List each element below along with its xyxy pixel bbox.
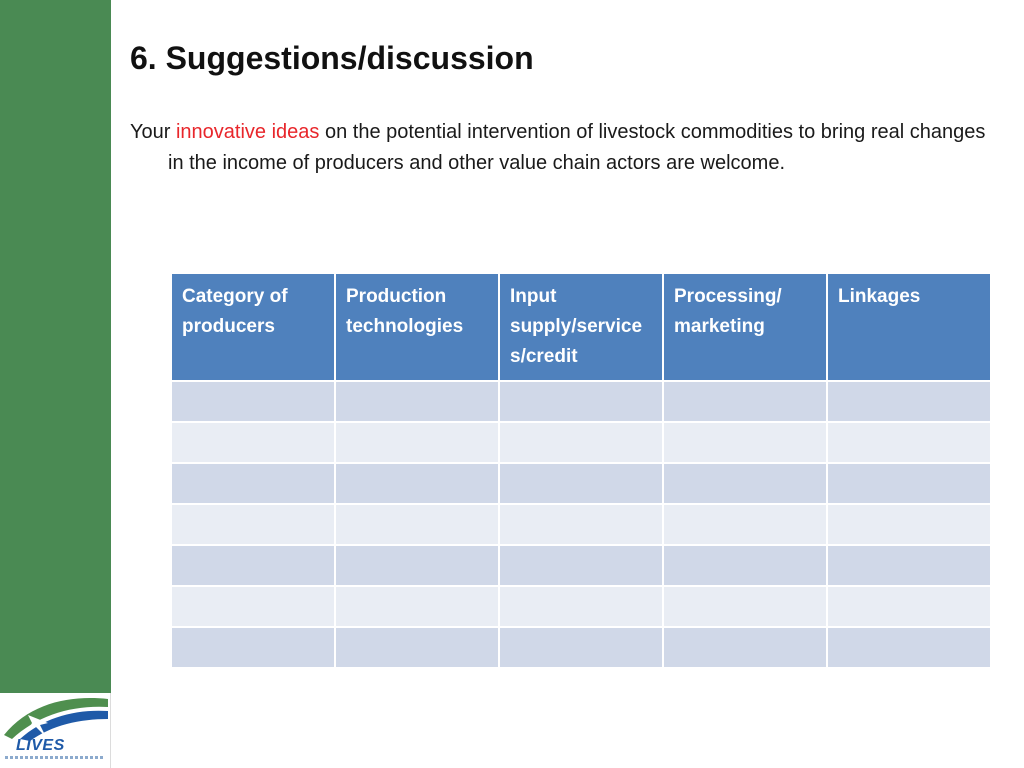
table-row	[171, 504, 991, 545]
body-text-prefix: Your	[130, 121, 176, 143]
table-cell	[499, 422, 663, 463]
table-cell	[499, 463, 663, 504]
table-cell	[171, 422, 335, 463]
bird-arc-logo-icon	[0, 693, 111, 743]
side-band	[0, 0, 111, 768]
table-cell	[335, 586, 499, 627]
table-cell	[663, 545, 827, 586]
table-cell	[171, 586, 335, 627]
table-cell	[335, 504, 499, 545]
table-cell	[663, 586, 827, 627]
table-cell	[335, 381, 499, 422]
header-production-technologies: Production technologies	[335, 273, 499, 381]
table-row	[171, 627, 991, 668]
highlighted-phrase: innovative ideas	[175, 121, 320, 143]
table-cell	[335, 463, 499, 504]
table-cell	[827, 504, 991, 545]
table-cell	[171, 504, 335, 545]
header-input-supply: Input supply/services/credit	[499, 273, 663, 381]
table-row	[171, 545, 991, 586]
table-cell	[827, 422, 991, 463]
table-cell	[663, 504, 827, 545]
table-cell	[499, 545, 663, 586]
lives-logo	[0, 693, 111, 768]
table-cell	[663, 381, 827, 422]
table-cell	[827, 381, 991, 422]
table-body	[171, 381, 991, 668]
table-cell	[499, 381, 663, 422]
slide-title: 6. Suggestions/discussion	[130, 40, 534, 76]
table-cell	[335, 422, 499, 463]
header-linkages: Linkages	[827, 273, 991, 381]
table-cell	[663, 627, 827, 668]
table-row	[171, 422, 991, 463]
table-cell	[827, 627, 991, 668]
header-processing-marketing: Processing/ marketing	[663, 273, 827, 381]
table-cell	[171, 463, 335, 504]
table-header-row	[171, 273, 991, 381]
logo-text: LIVES	[16, 737, 65, 754]
table-cell	[335, 627, 499, 668]
body-text-suffix: on the potential intervention of livestock commodities to bring real changes in the income of producers and other value chain actors are welcome.	[168, 121, 986, 174]
suggestions-table	[170, 272, 992, 669]
table-cell	[499, 627, 663, 668]
table-row	[171, 463, 991, 504]
table-cell	[827, 545, 991, 586]
body-paragraph	[130, 117, 1000, 179]
table-row	[171, 586, 991, 627]
table-row	[171, 381, 991, 422]
table-cell	[827, 463, 991, 504]
table-cell	[335, 545, 499, 586]
logo-tagline	[5, 756, 105, 759]
header-category-of-producers: Category of producers	[171, 273, 335, 381]
table-cell	[171, 627, 335, 668]
table-cell	[171, 545, 335, 586]
table-cell	[499, 586, 663, 627]
table-cell	[827, 586, 991, 627]
table-cell	[499, 504, 663, 545]
table-cell	[663, 463, 827, 504]
table-cell	[171, 381, 335, 422]
table-cell	[663, 422, 827, 463]
